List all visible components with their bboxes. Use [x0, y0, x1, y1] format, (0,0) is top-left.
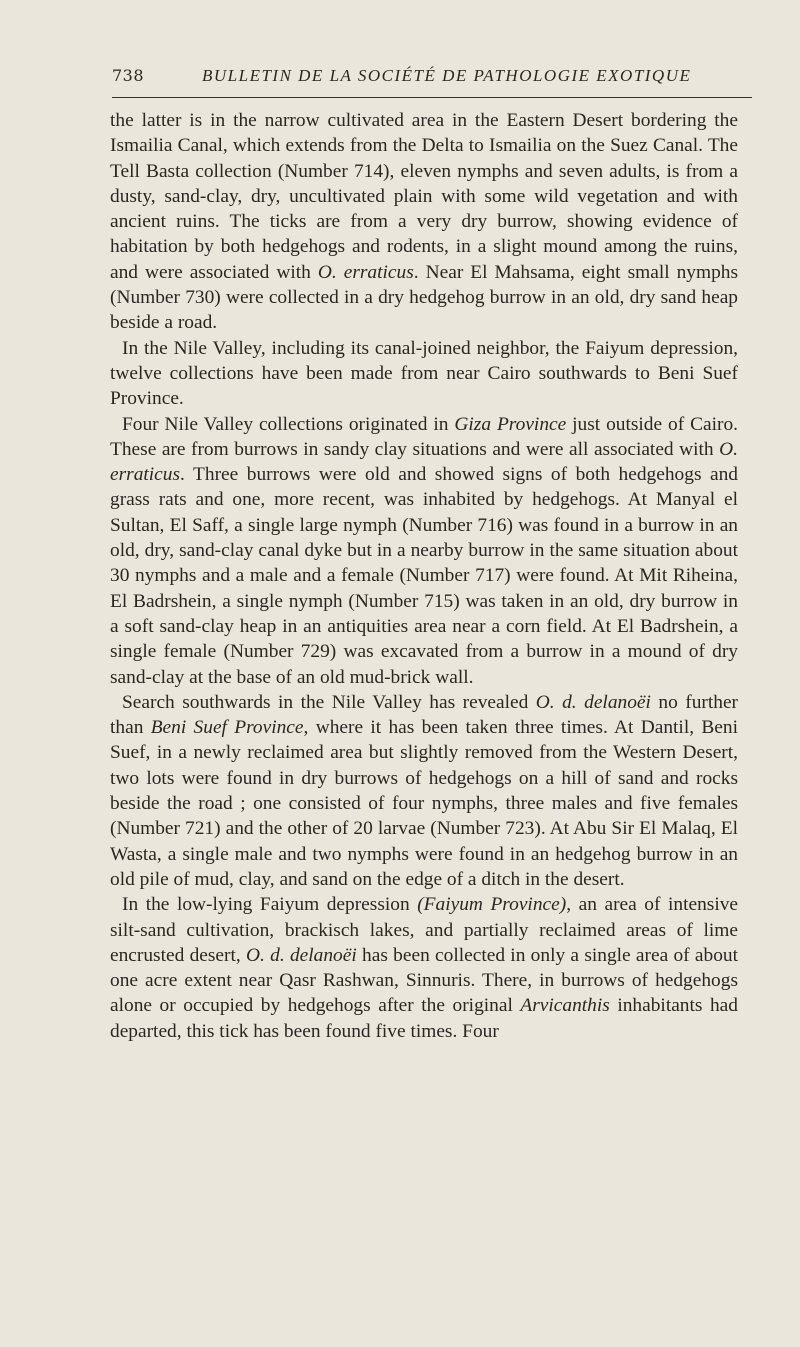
italic-text: O. d. delanoëi — [246, 944, 357, 966]
italic-text: Beni Suef Province — [150, 717, 304, 739]
paragraph — [110, 336, 738, 412]
text-run: , where it has been taken three times. At Dantil, Beni Suef, in a newly reclaimed area but slightly removed from the Western Desert, two lots were found in dry burrows of hedgehogs on a hill of sand and rocks beside the road ; one consisted of four nymphs, three males and five females (Number 721) and the other of 20 larvae (Number 723). At Abu Sir El Malaq, El Wasta, a single male and two nymphs were found in an hedgehog burrow in an old pile of mud, clay, and sand on the edge of a ditch in the desert. — [110, 717, 738, 890]
header-rule — [112, 97, 752, 98]
text-run: In the Nile Valley, including its canal-joined neighbor, the Faiyum depression, twelve collections have been made from near Cairo southwards to Beni Suef Province. — [110, 337, 738, 410]
text-run: , an area of intensive silt-sand cultivation, brackisch lakes, and partially reclaimed areas of lime encrusted desert, — [110, 894, 739, 966]
journal-title: BULLETIN DE LA SOCIÉTÉ DE PATHOLOGIE EXOTIQUE — [202, 66, 692, 85]
text-run: Four Nile Valley collections originated in — [122, 413, 455, 435]
italic-text: Giza Province — [454, 413, 567, 435]
italic-text: O. erraticus — [110, 438, 738, 486]
paragraph — [110, 690, 738, 892]
text-run: no further than — [110, 691, 739, 739]
text-run: . Near El Mahsama, eight small nymphs (Number 730) were collected in a dry hedgehog burrow in an old, dry sand heap beside a road. — [110, 261, 739, 334]
text-run: inhabitants had departed, this tick has been found five times. Four — [110, 995, 738, 1042]
text-run: has been collected in only a single area of about one acre extent near Qasr Rashwan, Sinnuris. There, in burrows of hedgehogs alone or occupied by hedgehogs after the original — [110, 944, 738, 1017]
text-run: the latter is in the narrow cultivated area in the Eastern Desert bordering the Ismailia Canal, which extends from the Delta to Ismailia on the Suez Canal. The Tell Basta collection (Number 714), eleven nymphs and seven adults, is from a dusty, sand-clay, dry, uncultivated plain with some wild vegetation and with ancient ruins. The ticks are from a very dry burrow, showing evidence of habitation by both hedgehogs and rodents, in a slight mound among the ruins, and were associated with — [110, 110, 738, 283]
page-number: 738 — [112, 66, 145, 85]
paragraph — [110, 892, 738, 1044]
body-text — [110, 108, 738, 1044]
italic-text: O. d. delanoëi — [535, 691, 651, 713]
paragraph — [110, 412, 738, 690]
text-run: . Three burrows were old and showed signs of both hedgehogs and grass rats and one, more recent, was inhabited by hedgehogs. At Manyal el Sultan, El Saff, a single large nymph (Number 716) was found in a burrow in an old, dry, sand-clay canal dyke but in a nearby burrow in the same situation about 30 nymphs and a male and a female (Number 717) were found. At Mit Riheina, El Badrshein, a single nymph (Number 715) was taken in an old, dry burrow in a soft sand-clay heap in an antiquities area near a corn field. At El Badrshein, a single female (Number 729) was excavated from a burrow in a mound of dry sand-clay at the base of an old mud-brick wall. — [110, 464, 738, 688]
text-run: Search southwards in the Nile Valley has revealed — [122, 691, 536, 713]
text-run: just outside of Cairo. These are from burrows in sandy clay situations and were all associated with — [110, 413, 739, 460]
italic-text: O. erraticus — [317, 261, 414, 283]
italic-text: Arvicanthis — [520, 995, 610, 1017]
italic-text: (Faiyum Province) — [417, 894, 567, 916]
text-run: In the low-lying Faiyum depression — [122, 894, 418, 916]
paragraph — [110, 108, 738, 336]
